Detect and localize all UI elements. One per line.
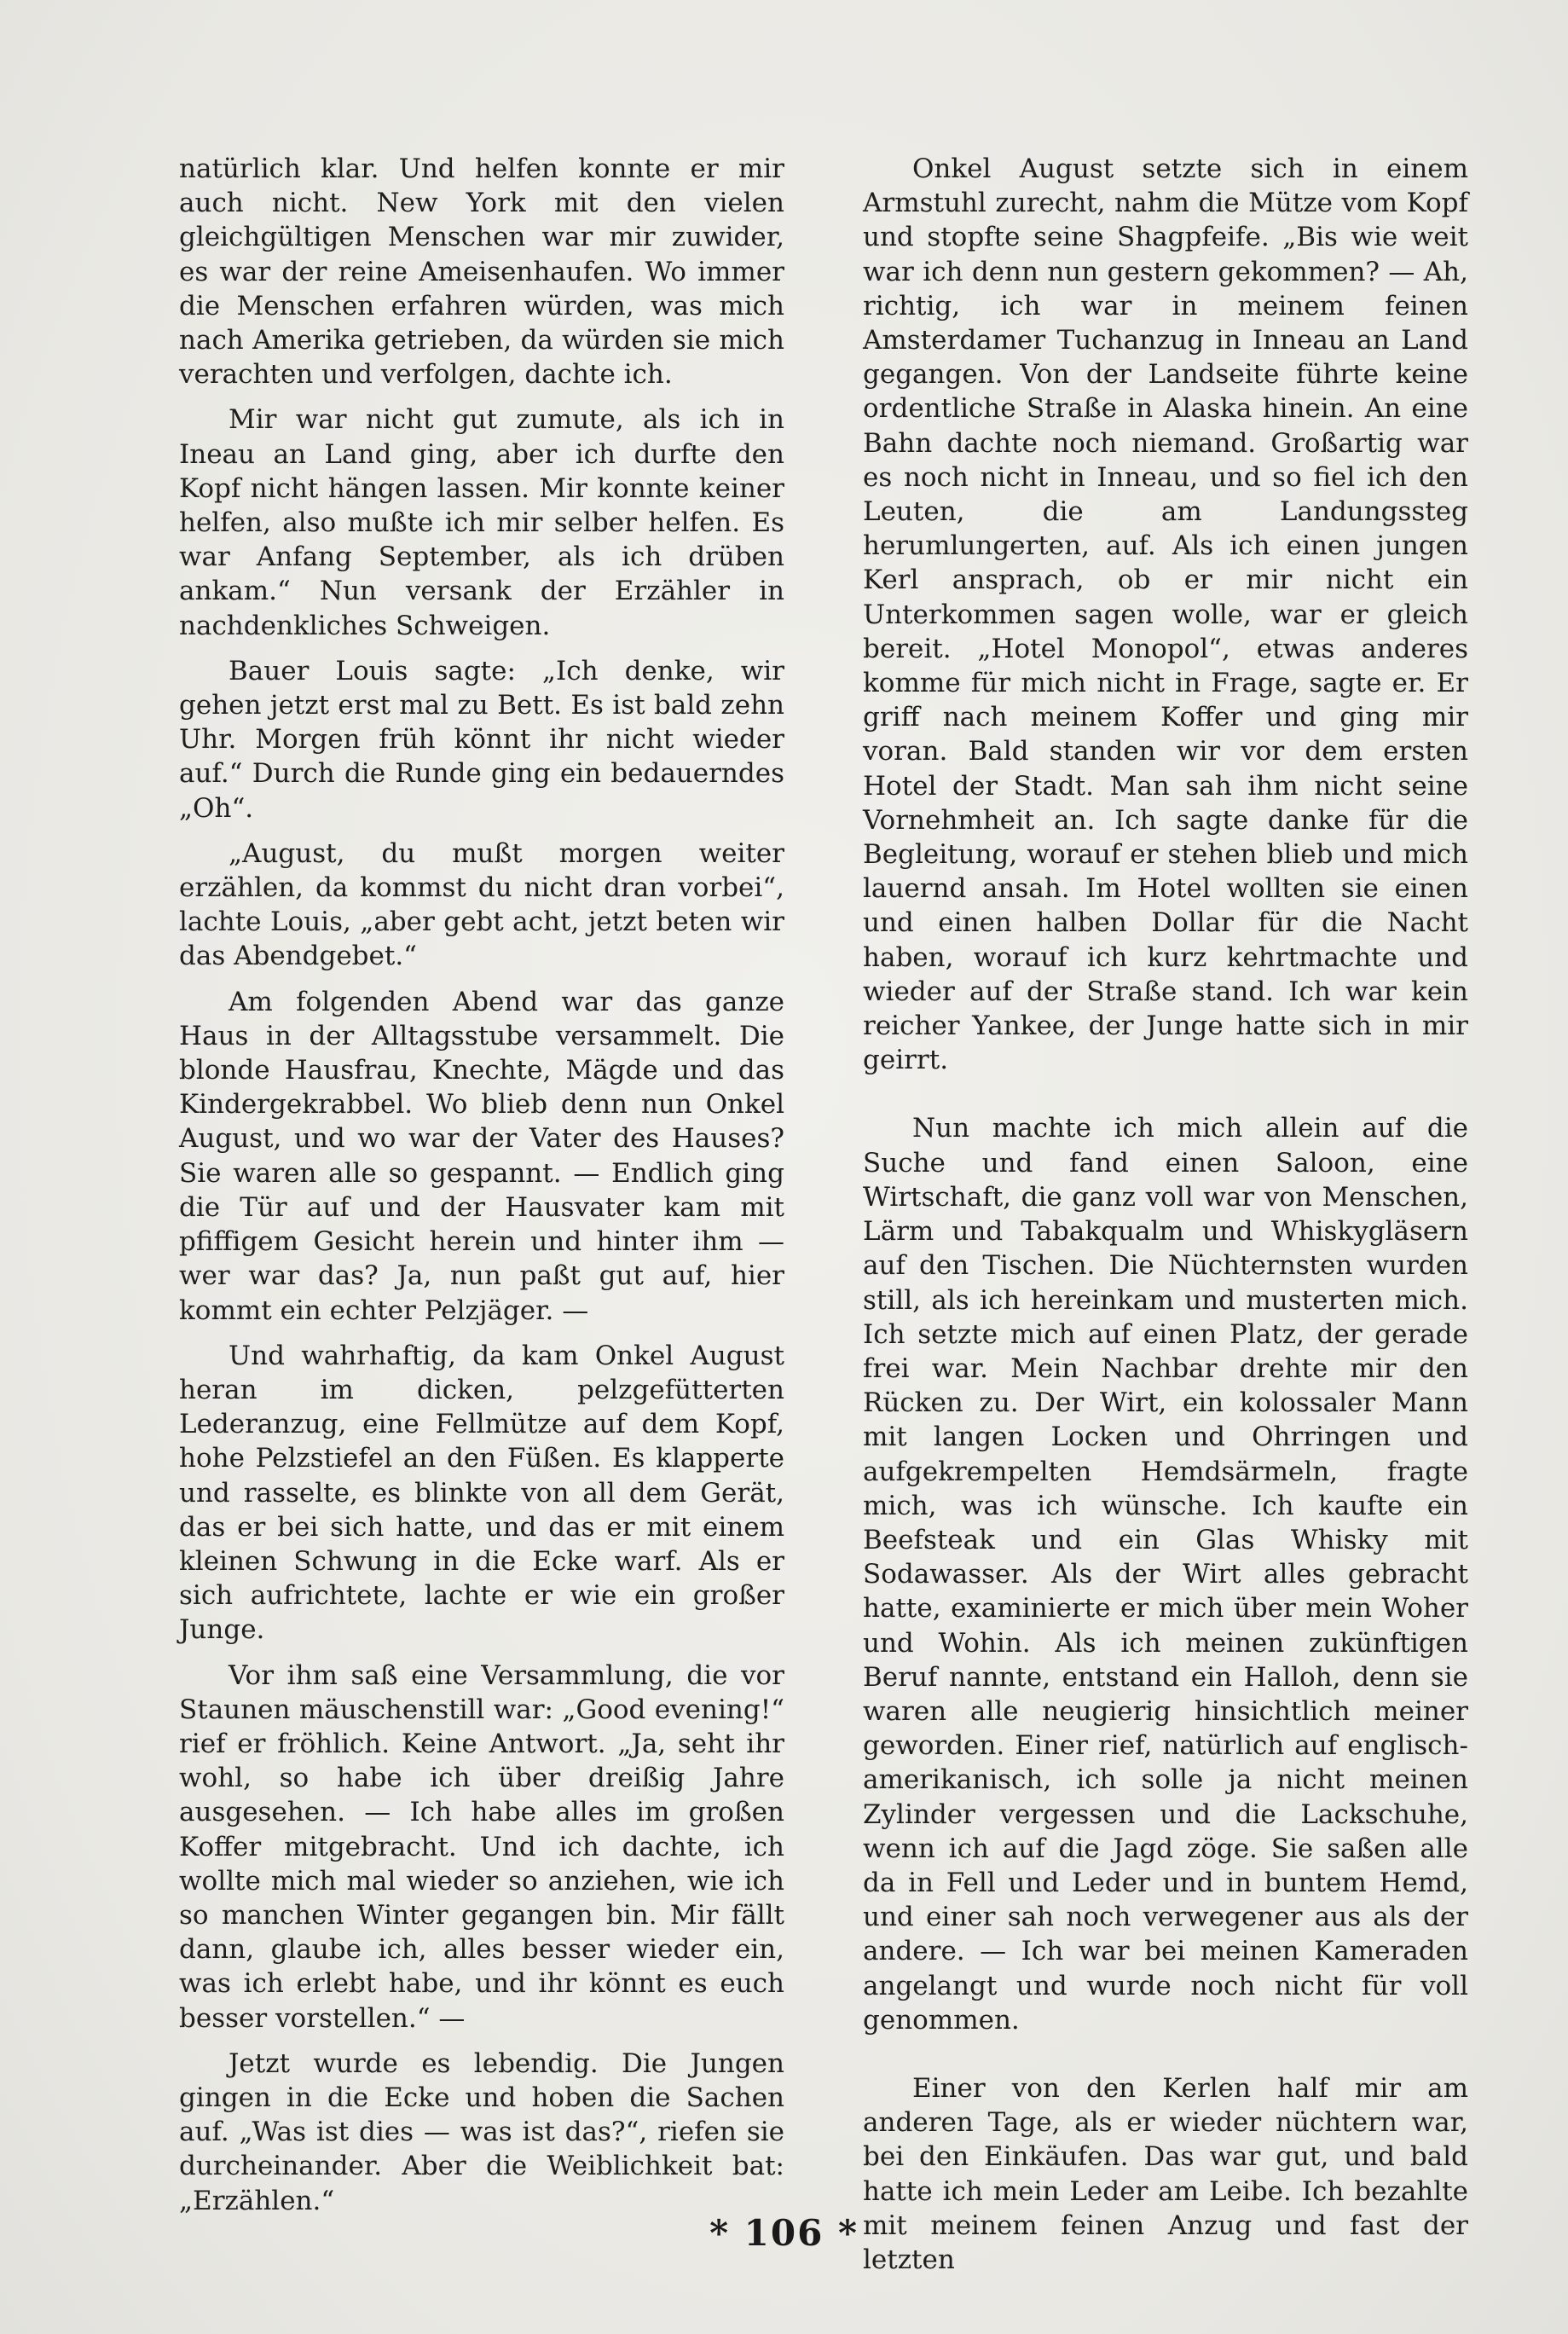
paragraph: natürlich klar. Und helfen konnte er mir auch nicht. New York mit den vielen gleichgültigen Menschen war mir zuwider, es war der reine Ameisenhaufen. Wo immer die Menschen erfahren würden, was mich nach Amerika getrieben, da würden sie mich verachten und verfolgen, dachte ich. bbox=[179, 153, 784, 391]
paragraph: Nun machte ich mich allein auf die Suche und fand einen Saloon, eine Wirtschaft, die ganz voll war von Menschen, Lärm und Tabakqualm und Whiskygläsern auf den Tischen. Die Nüchternsten wurden still, als ich hereinkam und musterten mich. Ich setzte mich auf einen Platz, der gerade frei war. Mein Nachbar drehte mir den Rücken zu. Der Wirt, ein kolossaler Mann mit langen Locken und Ohrringen und aufgekrempelten Hemdsärmeln, fragte mich, was ich wünsche. Ich kaufte ein Beefsteak und ein Glas Whisky mit Sodawasser. Als der Wirt alles gebracht hatte, examinierte er mich über mein Woher und Wohin. Als ich meinen zukünftigen Beruf nannte, entstand ein Halloh, denn sie waren alle neugierig hinsichtlich meiner geworden. Einer rief, natürlich auf englisch-amerikanisch, ich solle ja nicht meinen Zylinder vergessen und die Lackschuhe, wenn ich auf die Jagd zöge. Sie saßen alle da in Fell und Leder und in buntem Hemd, und einer sah noch verwegener aus als der andere. — Ich war bei meinen Kameraden angelangt und wurde noch nicht für voll genommen. bbox=[863, 1113, 1468, 2036]
paragraph: Einer von den Kerlen half mir am anderen Tage, als er wieder nüchtern war, bei den Einkäufen. Das war gut, und bald hatte ich mein Leder am Leibe. Ich bezahlte mit meinem feinen Anzug und fast der letzten bbox=[863, 2072, 1468, 2275]
paragraph: Vor ihm saß eine Versammlung, die vor Staunen mäuschenstill war: „Good evening!“ rief er fröhlich. Keine Antwort. „Ja, seht ihr wohl, so habe ich über dreißig Jahre ausgesehen. — Ich habe alles im großen Koffer mitgebracht. Und ich dachte, ich wollte mich mal wieder so anziehen, wie ich so manchen Winter gegangen bin. Mir fällt dann, glaube ich, alles besser wieder ein, was ich erlebt habe, und ihr könnt es euch besser vorstellen.“ — bbox=[179, 1659, 784, 2034]
page-number: * 106 * bbox=[709, 2212, 859, 2254]
paragraph: Am folgenden Abend war das ganze Haus in der Alltagsstube versammelt. Die blonde Hausfrau, Knechte, Mägde und das Kindergekrabbel. Wo blieb denn nun Onkel August, und wo war der Vater des Hauses? Sie waren alle so gespannt. — Endlich ging die Tür auf und der Hausvater kam mit pfiffigem Gesicht herein und hinter ihm — wer war das? Ja, nun paßt gut auf, hier kommt ein echter Pelzjäger. — bbox=[179, 986, 784, 1326]
paragraph: Mir war nicht gut zumute, als ich in Ineau an Land ging, aber ich durfte den Kopf nicht hängen lassen. Mir konnte keiner helfen, also mußte ich mir selber helfen. Es war Anfang September, als ich drüben ankam.“ Nun versank der Erzähler in nachdenkliches Schweigen. bbox=[179, 404, 784, 641]
paragraph: Und wahrhaftig, da kam Onkel August heran im dicken, pelzgefütterten Lederanzug, eine Fellmütze auf dem Kopf, hohe Pelzstiefel an den Füßen. Es klapperte und rasselte, es blinkte von all dem Gerät, das er bei sich hatte, und das er mit einem kleinen Schwung in die Ecke warf. Als er sich aufrichtete, lachte er wie ein großer Junge. bbox=[179, 1340, 784, 1646]
text-column-left bbox=[179, 152, 784, 2229]
paragraph: Bauer Louis sagte: „Ich denke, wir gehen jetzt erst mal zu Bett. Es ist bald zehn Uhr. Morgen früh könnt ihr nicht wieder auf.“ Durch die Runde ging ein bedauerndes „Oh“. bbox=[179, 655, 784, 824]
paragraph: Onkel August setzte sich in einem Armstuhl zurecht, nahm die Mütze vom Kopf und stopfte seine Shagpfeife. „Bis wie weit war ich denn nun gestern gekommen? — Ah, richtig, ich war in meinem feinen Amsterdamer Tuchanzug in Inneau an Land gegangen. Von der Landseite führte keine ordentliche Straße in Alaska hinein. An eine Bahn dachte noch niemand. Großartig war es noch nicht in Inneau, und so fiel ich den Leuten, die am Landungssteg herumlungerten, auf. Als ich einen jungen Kerl ansprach, ob er mir nicht ein Unterkommen sagen wolle, war er gleich bereit. „Hotel Monopol“, etwas anderes komme für mich nicht in Frage, sagte er. Er griff nach meinem Koffer und ging mir voran. Bald standen wir vor dem ersten Hotel der Stadt. Man sah ihm nicht seine Vornehmheit an. Ich sagte danke für die Begleitung, worauf er stehen blieb und mich lauernd ansah. Im Hotel wollten sie einen und einen halben Dollar für die Nacht haben, worauf ich kurz kehrtmachte und wieder auf der Straße stand. Ich war kein reicher Yankee, der Junge hatte sich in mir geirrt. bbox=[863, 153, 1468, 1076]
paragraph: Jetzt wurde es lebendig. Die Jungen gingen in die Ecke und hoben die Sachen auf. „Was ist dies — was ist das?“, riefen sie durcheinander. Aber die Weiblichkeit bat: „Erzählen.“ bbox=[179, 2047, 784, 2216]
text-column-right bbox=[863, 152, 1468, 2288]
paragraph: „August, du mußt morgen weiter erzählen, da kommst du nicht dran vorbei“, lachte Louis, „aber gebt acht, jetzt beten wir das Abendgebet.“ bbox=[179, 837, 784, 972]
